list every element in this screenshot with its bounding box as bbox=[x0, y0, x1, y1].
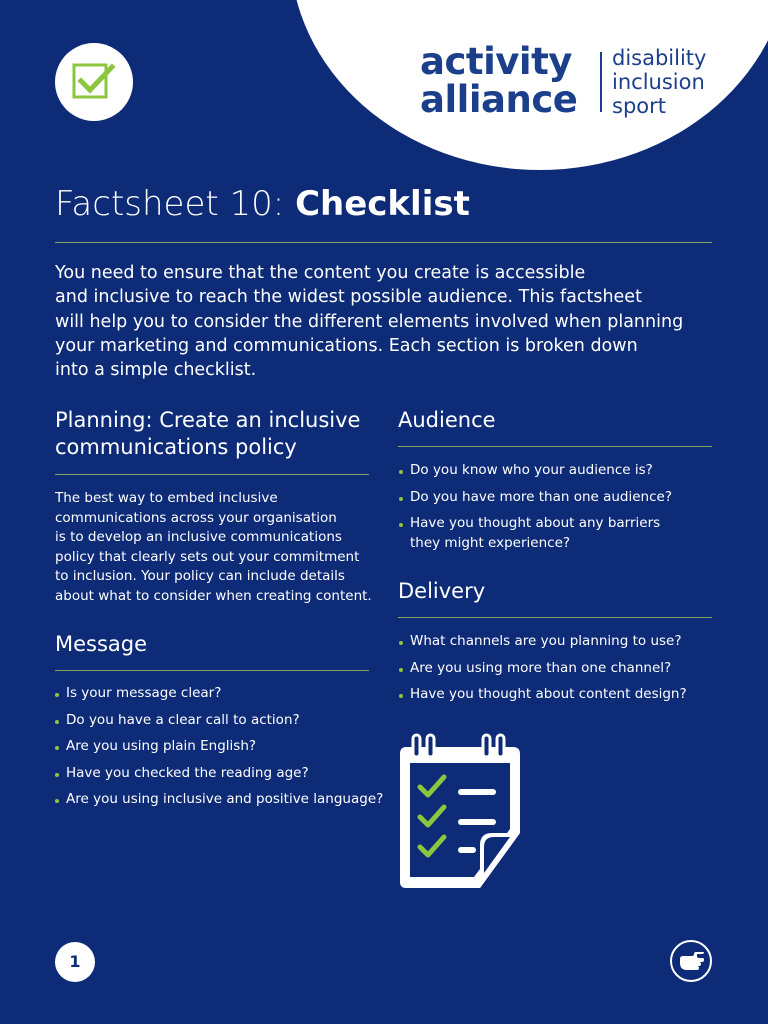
planning-body bbox=[55, 489, 375, 606]
list-item-text: Have you thought about content design? bbox=[410, 686, 687, 702]
list-item-text: Are you using more than one channel? bbox=[410, 659, 672, 676]
logo-tagline-sport: sport bbox=[612, 94, 666, 118]
list-item bbox=[398, 461, 672, 481]
list-item bbox=[398, 632, 687, 652]
intro-line: into a simple checklist. bbox=[55, 360, 257, 381]
planning-body-line: about what to consider when creating content. bbox=[55, 587, 372, 604]
message-heading bbox=[55, 631, 147, 658]
title-emphasis: Checklist bbox=[295, 184, 470, 224]
title-prefix: Factsheet 10: bbox=[55, 184, 296, 224]
list-item bbox=[54, 737, 383, 757]
intro-line: and inclusive to reach the widest possible audience. This factsheet bbox=[55, 287, 642, 308]
audience-heading-text: Audience bbox=[398, 408, 496, 432]
intro-line: You need to ensure that the content you create is accessible bbox=[55, 263, 586, 283]
intro-line: your marketing and communications. Each section is broken down bbox=[55, 335, 638, 356]
planning-divider bbox=[55, 474, 369, 475]
delivery-heading-text: Delivery bbox=[398, 579, 486, 603]
audience-divider bbox=[398, 446, 712, 447]
checkmark-icon bbox=[55, 43, 133, 121]
list-item-text: Is your message clear? bbox=[66, 685, 222, 701]
list-item-text: What channels are you planning to use? bbox=[410, 633, 682, 649]
list-item bbox=[398, 514, 672, 553]
delivery-checklist bbox=[398, 632, 687, 712]
list-item bbox=[54, 711, 383, 731]
planning-heading bbox=[55, 407, 360, 461]
planning-heading-line: Planning: Create an inclusive bbox=[55, 408, 361, 432]
list-item-text: Are you using inclusive and positive language? bbox=[66, 791, 384, 807]
list-item-text: Have you checked the reading age? bbox=[66, 764, 309, 781]
list-item-text: Have you thought about any barriers bbox=[410, 515, 661, 531]
list-item bbox=[398, 659, 687, 679]
checklist-clipboard-icon bbox=[396, 733, 526, 897]
delivery-heading bbox=[398, 578, 485, 605]
next-page-button[interactable] bbox=[670, 940, 712, 982]
title-divider bbox=[55, 242, 712, 243]
list-item-text: Do you have more than one audience? bbox=[410, 488, 673, 505]
logo-word-alliance: alliance bbox=[420, 78, 578, 121]
pointing-hand-icon bbox=[679, 951, 705, 973]
planning-body-line: The best way to embed inclusive bbox=[55, 490, 278, 506]
list-item bbox=[398, 685, 687, 705]
list-item-text: Do you know who your audience is? bbox=[410, 462, 653, 478]
message-divider bbox=[55, 670, 369, 671]
list-item-text: they might experience? bbox=[410, 534, 571, 551]
intro-paragraph bbox=[55, 261, 715, 382]
logo-tagline-disability: disability bbox=[612, 46, 707, 70]
message-checklist bbox=[54, 684, 383, 817]
list-item bbox=[54, 684, 383, 704]
audience-heading bbox=[398, 407, 496, 434]
message-heading-text: Message bbox=[55, 632, 148, 656]
list-item bbox=[54, 764, 383, 784]
logo-tagline-inclusion: inclusion bbox=[612, 70, 705, 94]
logo-word-activity: activity bbox=[420, 40, 572, 83]
list-item-text: Do you have a clear call to action? bbox=[66, 711, 300, 728]
planning-body-line: policy that clearly sets out your commitment bbox=[55, 548, 360, 565]
planning-body-line: communications across your organisation bbox=[55, 509, 337, 526]
list-item bbox=[398, 488, 672, 508]
intro-line: will help you to consider the different elements involved when planning bbox=[55, 311, 684, 332]
activity-alliance-logo[interactable] bbox=[420, 42, 720, 122]
audience-checklist bbox=[398, 461, 672, 560]
list-item bbox=[54, 790, 383, 810]
logo-divider bbox=[600, 52, 602, 112]
list-item-text: Are you using plain English? bbox=[66, 738, 257, 754]
page-number: 1 bbox=[55, 942, 95, 982]
planning-heading-line: communications policy bbox=[55, 435, 297, 459]
delivery-divider bbox=[398, 617, 712, 618]
planning-body-line: is to develop an inclusive communications bbox=[55, 529, 342, 545]
planning-body-line: to inclusion. Your policy can include details bbox=[55, 568, 345, 584]
page-title bbox=[55, 182, 470, 226]
